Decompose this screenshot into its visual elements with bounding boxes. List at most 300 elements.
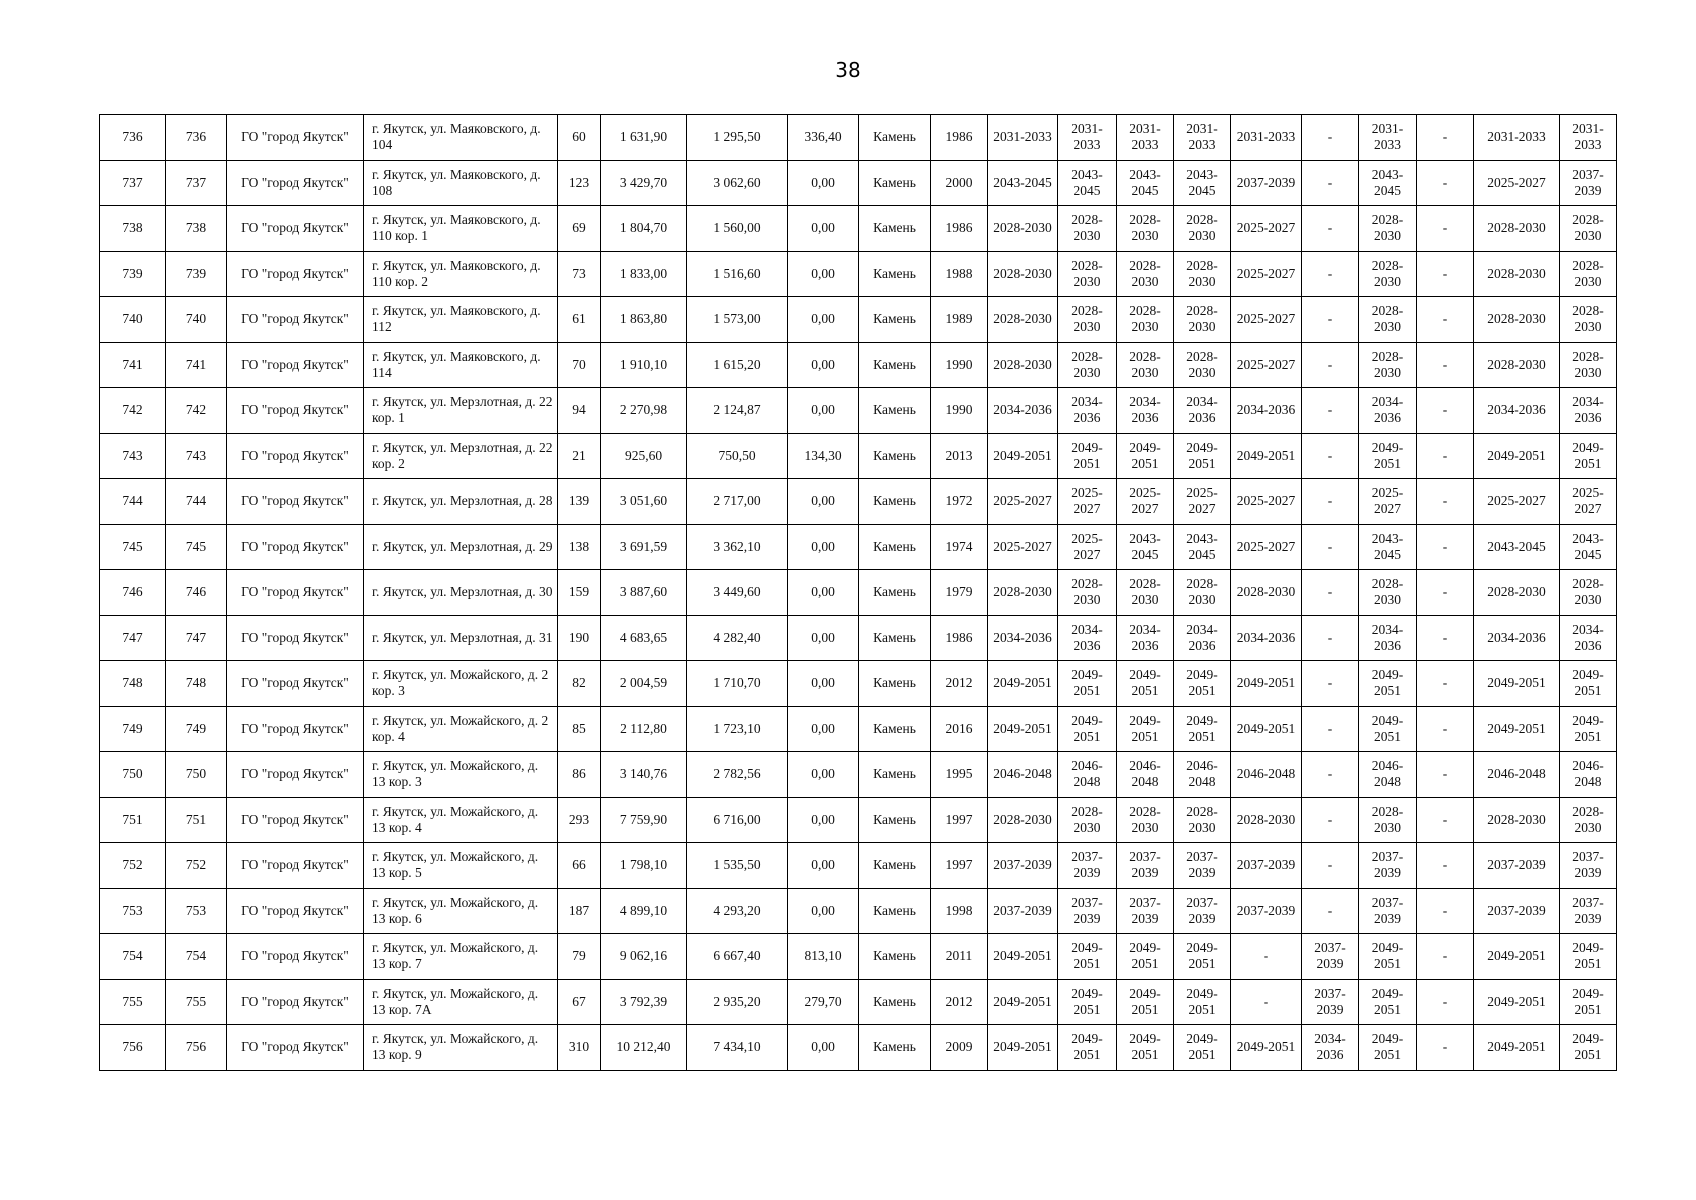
cell-period-1: 2049-2051 (988, 934, 1058, 980)
table-row (100, 160, 1617, 206)
cell-period-5: 2049-2051 (1231, 706, 1302, 752)
cell-period-5: 2034-2036 (1231, 615, 1302, 661)
cell-period-6: - (1302, 115, 1359, 161)
cell-apartments: 82 (558, 661, 601, 707)
cell-total-area: 925,60 (601, 433, 687, 479)
cell-wall-material: Камень (859, 706, 931, 752)
cell-nonliving-area: 0,00 (788, 1025, 859, 1071)
cell-period-10: 2025-2027 (1560, 479, 1617, 525)
cell-period-8: - (1417, 251, 1474, 297)
cell-period-4: 2028-2030 (1174, 206, 1231, 252)
cell-period-3: 2028-2030 (1117, 206, 1174, 252)
cell-period-4: 2043-2045 (1174, 160, 1231, 206)
cell-municipality: ГО "город Якутск" (227, 524, 364, 570)
cell-period-4: 2028-2030 (1174, 570, 1231, 616)
cell-period-7: 2049-2051 (1359, 934, 1417, 980)
cell-period-1: 2034-2036 (988, 388, 1058, 434)
table-row (100, 979, 1617, 1025)
cell-apartments: 139 (558, 479, 601, 525)
cell-period-4: 2049-2051 (1174, 661, 1231, 707)
cell-period-10: 2049-2051 (1560, 979, 1617, 1025)
cell-period-4: 2037-2039 (1174, 888, 1231, 934)
cell-nonliving-area: 0,00 (788, 797, 859, 843)
cell-municipality: ГО "город Якутск" (227, 661, 364, 707)
cell-period-1: 2049-2051 (988, 661, 1058, 707)
cell-period-2: 2028-2030 (1058, 342, 1117, 388)
cell-period-7: 2034-2036 (1359, 615, 1417, 661)
cell-municipality: ГО "город Якутск" (227, 342, 364, 388)
table-row (100, 752, 1617, 798)
cell-row-number: 741 (100, 342, 166, 388)
cell-period-6: - (1302, 706, 1359, 752)
table-row (100, 115, 1617, 161)
cell-nonliving-area: 0,00 (788, 479, 859, 525)
cell-apartments: 67 (558, 979, 601, 1025)
cell-apartments: 159 (558, 570, 601, 616)
cell-registry-number: 750 (166, 752, 227, 798)
cell-period-8: - (1417, 479, 1474, 525)
cell-year-built: 1972 (931, 479, 988, 525)
cell-period-2: 2025-2027 (1058, 479, 1117, 525)
cell-address: г. Якутск, ул. Мерзлотная, д. 31 (364, 615, 558, 661)
cell-row-number: 743 (100, 433, 166, 479)
cell-period-1: 2049-2051 (988, 433, 1058, 479)
cell-living-area: 1 573,00 (687, 297, 788, 343)
cell-period-7: 2037-2039 (1359, 888, 1417, 934)
cell-address: г. Якутск, ул. Мерзлотная, д. 22 кор. 1 (364, 388, 558, 434)
cell-wall-material: Камень (859, 342, 931, 388)
cell-period-6: 2034-2036 (1302, 1025, 1359, 1071)
cell-period-10: 2049-2051 (1560, 1025, 1617, 1071)
cell-row-number: 753 (100, 888, 166, 934)
cell-apartments: 85 (558, 706, 601, 752)
cell-nonliving-area: 0,00 (788, 752, 859, 798)
cell-period-5: - (1231, 934, 1302, 980)
cell-period-2: 2028-2030 (1058, 206, 1117, 252)
cell-total-area: 1 833,00 (601, 251, 687, 297)
cell-address: г. Якутск, ул. Маяковского, д. 114 (364, 342, 558, 388)
cell-period-9: 2028-2030 (1474, 570, 1560, 616)
cell-year-built: 1986 (931, 615, 988, 661)
cell-period-5: 2025-2027 (1231, 206, 1302, 252)
cell-period-9: 2028-2030 (1474, 251, 1560, 297)
cell-period-1: 2049-2051 (988, 979, 1058, 1025)
cell-year-built: 1979 (931, 570, 988, 616)
cell-living-area: 2 717,00 (687, 479, 788, 525)
cell-registry-number: 745 (166, 524, 227, 570)
cell-period-6: - (1302, 843, 1359, 889)
cell-year-built: 1995 (931, 752, 988, 798)
cell-row-number: 746 (100, 570, 166, 616)
table-row (100, 615, 1617, 661)
cell-period-2: 2028-2030 (1058, 797, 1117, 843)
cell-period-9: 2049-2051 (1474, 934, 1560, 980)
cell-period-8: - (1417, 843, 1474, 889)
cell-nonliving-area: 0,00 (788, 661, 859, 707)
cell-address: г. Якутск, ул. Маяковского, д. 104 (364, 115, 558, 161)
cell-period-1: 2028-2030 (988, 251, 1058, 297)
cell-period-10: 2037-2039 (1560, 160, 1617, 206)
cell-address: г. Якутск, ул. Мерзлотная, д. 22 кор. 2 (364, 433, 558, 479)
cell-total-area: 2 112,80 (601, 706, 687, 752)
cell-year-built: 1997 (931, 843, 988, 889)
cell-period-6: - (1302, 433, 1359, 479)
cell-period-9: 2049-2051 (1474, 433, 1560, 479)
table-row (100, 934, 1617, 980)
cell-period-1: 2025-2027 (988, 479, 1058, 525)
cell-address: г. Якутск, ул. Маяковского, д. 110 кор. 2 (364, 251, 558, 297)
cell-period-4: 2049-2051 (1174, 1025, 1231, 1071)
cell-period-3: 2046-2048 (1117, 752, 1174, 798)
cell-year-built: 2013 (931, 433, 988, 479)
cell-registry-number: 742 (166, 388, 227, 434)
cell-row-number: 750 (100, 752, 166, 798)
cell-period-4: 2049-2051 (1174, 934, 1231, 980)
cell-apartments: 73 (558, 251, 601, 297)
cell-period-3: 2043-2045 (1117, 160, 1174, 206)
cell-nonliving-area: 0,00 (788, 388, 859, 434)
cell-wall-material: Камень (859, 797, 931, 843)
cell-period-4: 2043-2045 (1174, 524, 1231, 570)
cell-wall-material: Камень (859, 752, 931, 798)
cell-period-1: 2046-2048 (988, 752, 1058, 798)
cell-living-area: 1 560,00 (687, 206, 788, 252)
cell-period-3: 2049-2051 (1117, 979, 1174, 1025)
cell-address: г. Якутск, ул. Можайского, д. 2 кор. 3 (364, 661, 558, 707)
cell-period-7: 2028-2030 (1359, 570, 1417, 616)
cell-period-8: - (1417, 752, 1474, 798)
cell-period-3: 2028-2030 (1117, 251, 1174, 297)
cell-period-8: - (1417, 797, 1474, 843)
cell-municipality: ГО "город Якутск" (227, 888, 364, 934)
cell-apartments: 86 (558, 752, 601, 798)
cell-registry-number: 752 (166, 843, 227, 889)
cell-period-9: 2046-2048 (1474, 752, 1560, 798)
cell-period-7: 2025-2027 (1359, 479, 1417, 525)
cell-period-3: 2037-2039 (1117, 888, 1174, 934)
cell-registry-number: 738 (166, 206, 227, 252)
cell-period-1: 2037-2039 (988, 843, 1058, 889)
cell-total-area: 3 051,60 (601, 479, 687, 525)
cell-apartments: 21 (558, 433, 601, 479)
cell-year-built: 1989 (931, 297, 988, 343)
cell-total-area: 3 140,76 (601, 752, 687, 798)
cell-nonliving-area: 336,40 (788, 115, 859, 161)
cell-apartments: 66 (558, 843, 601, 889)
cell-period-7: 2049-2051 (1359, 1025, 1417, 1071)
cell-total-area: 4 899,10 (601, 888, 687, 934)
cell-apartments: 69 (558, 206, 601, 252)
cell-period-8: - (1417, 615, 1474, 661)
cell-municipality: ГО "город Якутск" (227, 615, 364, 661)
cell-period-4: 2049-2051 (1174, 706, 1231, 752)
table-row (100, 433, 1617, 479)
cell-year-built: 1990 (931, 342, 988, 388)
cell-period-9: 2037-2039 (1474, 888, 1560, 934)
cell-period-8: - (1417, 1025, 1474, 1071)
cell-apartments: 293 (558, 797, 601, 843)
cell-period-8: - (1417, 388, 1474, 434)
cell-period-10: 2046-2048 (1560, 752, 1617, 798)
cell-period-1: 2028-2030 (988, 342, 1058, 388)
cell-municipality: ГО "город Якутск" (227, 206, 364, 252)
cell-address: г. Якутск, ул. Мерзлотная, д. 30 (364, 570, 558, 616)
cell-year-built: 1988 (931, 251, 988, 297)
cell-period-2: 2049-2051 (1058, 979, 1117, 1025)
cell-period-5: 2025-2027 (1231, 524, 1302, 570)
cell-period-7: 2028-2030 (1359, 297, 1417, 343)
cell-apartments: 94 (558, 388, 601, 434)
cell-period-2: 2034-2036 (1058, 388, 1117, 434)
cell-period-9: 2028-2030 (1474, 206, 1560, 252)
cell-period-6: - (1302, 615, 1359, 661)
cell-living-area: 1 710,70 (687, 661, 788, 707)
cell-row-number: 744 (100, 479, 166, 525)
cell-period-7: 2028-2030 (1359, 342, 1417, 388)
cell-period-8: - (1417, 706, 1474, 752)
cell-nonliving-area: 813,10 (788, 934, 859, 980)
cell-period-10: 2049-2051 (1560, 934, 1617, 980)
cell-municipality: ГО "город Якутск" (227, 115, 364, 161)
cell-period-2: 2046-2048 (1058, 752, 1117, 798)
cell-row-number: 755 (100, 979, 166, 1025)
cell-period-7: 2034-2036 (1359, 388, 1417, 434)
cell-period-2: 2025-2027 (1058, 524, 1117, 570)
cell-year-built: 2000 (931, 160, 988, 206)
cell-living-area: 4 282,40 (687, 615, 788, 661)
cell-period-5: 2037-2039 (1231, 843, 1302, 889)
cell-total-area: 10 212,40 (601, 1025, 687, 1071)
cell-period-3: 2034-2036 (1117, 615, 1174, 661)
cell-period-6: - (1302, 661, 1359, 707)
cell-living-area: 3 362,10 (687, 524, 788, 570)
cell-period-6: 2037-2039 (1302, 979, 1359, 1025)
table-row (100, 1025, 1617, 1071)
cell-year-built: 1997 (931, 797, 988, 843)
cell-year-built: 2012 (931, 979, 988, 1025)
cell-period-6: - (1302, 524, 1359, 570)
cell-period-9: 2028-2030 (1474, 297, 1560, 343)
cell-row-number: 736 (100, 115, 166, 161)
cell-municipality: ГО "город Якутск" (227, 160, 364, 206)
cell-living-area: 4 293,20 (687, 888, 788, 934)
cell-row-number: 739 (100, 251, 166, 297)
cell-row-number: 740 (100, 297, 166, 343)
cell-registry-number: 746 (166, 570, 227, 616)
cell-nonliving-area: 134,30 (788, 433, 859, 479)
cell-living-area: 6 716,00 (687, 797, 788, 843)
cell-living-area: 1 723,10 (687, 706, 788, 752)
cell-wall-material: Камень (859, 843, 931, 889)
cell-row-number: 738 (100, 206, 166, 252)
cell-registry-number: 737 (166, 160, 227, 206)
cell-period-3: 2028-2030 (1117, 297, 1174, 343)
cell-total-area: 3 887,60 (601, 570, 687, 616)
table-row (100, 206, 1617, 252)
cell-living-area: 1 535,50 (687, 843, 788, 889)
cell-period-6: - (1302, 297, 1359, 343)
cell-period-10: 2034-2036 (1560, 615, 1617, 661)
cell-year-built: 1986 (931, 115, 988, 161)
cell-period-6: - (1302, 206, 1359, 252)
cell-period-8: - (1417, 661, 1474, 707)
cell-wall-material: Камень (859, 160, 931, 206)
cell-period-5: 2046-2048 (1231, 752, 1302, 798)
cell-period-10: 2049-2051 (1560, 661, 1617, 707)
cell-total-area: 2 004,59 (601, 661, 687, 707)
cell-wall-material: Камень (859, 934, 931, 980)
cell-row-number: 754 (100, 934, 166, 980)
table-row (100, 661, 1617, 707)
cell-period-7: 2043-2045 (1359, 160, 1417, 206)
cell-address: г. Якутск, ул. Можайского, д. 13 кор. 7 (364, 934, 558, 980)
cell-row-number: 756 (100, 1025, 166, 1071)
cell-period-2: 2037-2039 (1058, 843, 1117, 889)
cell-period-9: 2028-2030 (1474, 797, 1560, 843)
cell-year-built: 2012 (931, 661, 988, 707)
cell-period-4: 2049-2051 (1174, 979, 1231, 1025)
cell-municipality: ГО "город Якутск" (227, 979, 364, 1025)
cell-year-built: 1998 (931, 888, 988, 934)
housing-registry-table (99, 114, 1617, 1071)
cell-period-3: 2025-2027 (1117, 479, 1174, 525)
cell-wall-material: Камень (859, 524, 931, 570)
cell-year-built: 1986 (931, 206, 988, 252)
cell-period-10: 2028-2030 (1560, 342, 1617, 388)
cell-period-7: 2049-2051 (1359, 706, 1417, 752)
cell-period-9: 2043-2045 (1474, 524, 1560, 570)
cell-period-10: 2037-2039 (1560, 888, 1617, 934)
cell-living-area: 3 062,60 (687, 160, 788, 206)
table-row (100, 342, 1617, 388)
cell-period-9: 2037-2039 (1474, 843, 1560, 889)
cell-registry-number: 747 (166, 615, 227, 661)
cell-apartments: 138 (558, 524, 601, 570)
cell-period-9: 2049-2051 (1474, 979, 1560, 1025)
cell-period-10: 2028-2030 (1560, 251, 1617, 297)
cell-registry-number: 755 (166, 979, 227, 1025)
cell-period-3: 2031-2033 (1117, 115, 1174, 161)
cell-nonliving-area: 0,00 (788, 206, 859, 252)
cell-period-4: 2034-2036 (1174, 388, 1231, 434)
cell-apartments: 70 (558, 342, 601, 388)
cell-period-6: - (1302, 797, 1359, 843)
cell-period-5: 2037-2039 (1231, 160, 1302, 206)
cell-period-7: 2049-2051 (1359, 661, 1417, 707)
cell-period-10: 2034-2036 (1560, 388, 1617, 434)
cell-total-area: 9 062,16 (601, 934, 687, 980)
cell-address: г. Якутск, ул. Маяковского, д. 108 (364, 160, 558, 206)
cell-wall-material: Камень (859, 888, 931, 934)
cell-period-7: 2043-2045 (1359, 524, 1417, 570)
cell-period-9: 2049-2051 (1474, 706, 1560, 752)
cell-municipality: ГО "город Якутск" (227, 388, 364, 434)
cell-wall-material: Камень (859, 979, 931, 1025)
cell-living-area: 1 615,20 (687, 342, 788, 388)
cell-period-6: - (1302, 752, 1359, 798)
cell-period-2: 2049-2051 (1058, 661, 1117, 707)
cell-period-7: 2031-2033 (1359, 115, 1417, 161)
cell-row-number: 749 (100, 706, 166, 752)
cell-period-1: 2028-2030 (988, 206, 1058, 252)
cell-apartments: 310 (558, 1025, 601, 1071)
cell-period-7: 2037-2039 (1359, 843, 1417, 889)
cell-address: г. Якутск, ул. Маяковского, д. 110 кор. 1 (364, 206, 558, 252)
cell-address: г. Якутск, ул. Маяковского, д. 112 (364, 297, 558, 343)
cell-year-built: 1990 (931, 388, 988, 434)
cell-apartments: 79 (558, 934, 601, 980)
cell-municipality: ГО "город Якутск" (227, 479, 364, 525)
table-row (100, 524, 1617, 570)
cell-address: г. Якутск, ул. Можайского, д. 2 кор. 4 (364, 706, 558, 752)
cell-period-1: 2028-2030 (988, 297, 1058, 343)
cell-municipality: ГО "город Якутск" (227, 752, 364, 798)
cell-living-area: 2 935,20 (687, 979, 788, 1025)
cell-apartments: 61 (558, 297, 601, 343)
table-row (100, 297, 1617, 343)
cell-period-8: - (1417, 570, 1474, 616)
table-body (100, 115, 1617, 1071)
cell-period-3: 2034-2036 (1117, 388, 1174, 434)
cell-wall-material: Камень (859, 388, 931, 434)
cell-apartments: 190 (558, 615, 601, 661)
cell-registry-number: 743 (166, 433, 227, 479)
cell-period-10: 2028-2030 (1560, 297, 1617, 343)
cell-registry-number: 741 (166, 342, 227, 388)
cell-period-2: 2049-2051 (1058, 706, 1117, 752)
cell-period-6: - (1302, 160, 1359, 206)
cell-period-7: 2028-2030 (1359, 206, 1417, 252)
cell-wall-material: Камень (859, 661, 931, 707)
page-number: 38 (835, 58, 861, 82)
cell-period-4: 2049-2051 (1174, 433, 1231, 479)
cell-row-number: 745 (100, 524, 166, 570)
cell-period-10: 2049-2051 (1560, 433, 1617, 479)
cell-period-8: - (1417, 342, 1474, 388)
table-row (100, 843, 1617, 889)
cell-nonliving-area: 0,00 (788, 706, 859, 752)
cell-municipality: ГО "город Якутск" (227, 570, 364, 616)
cell-period-8: - (1417, 433, 1474, 479)
cell-municipality: ГО "город Якутск" (227, 1025, 364, 1071)
cell-living-area: 750,50 (687, 433, 788, 479)
cell-row-number: 752 (100, 843, 166, 889)
cell-period-4: 2046-2048 (1174, 752, 1231, 798)
cell-registry-number: 740 (166, 297, 227, 343)
cell-wall-material: Камень (859, 297, 931, 343)
cell-wall-material: Камень (859, 206, 931, 252)
cell-living-area: 2 782,56 (687, 752, 788, 798)
cell-period-5: 2028-2030 (1231, 797, 1302, 843)
cell-period-9: 2034-2036 (1474, 388, 1560, 434)
cell-period-9: 2049-2051 (1474, 661, 1560, 707)
cell-apartments: 123 (558, 160, 601, 206)
cell-period-3: 2049-2051 (1117, 706, 1174, 752)
cell-period-2: 2031-2033 (1058, 115, 1117, 161)
cell-wall-material: Камень (859, 251, 931, 297)
cell-period-7: 2028-2030 (1359, 797, 1417, 843)
cell-apartments: 187 (558, 888, 601, 934)
cell-wall-material: Камень (859, 479, 931, 525)
cell-period-10: 2028-2030 (1560, 206, 1617, 252)
cell-address: г. Якутск, ул. Можайского, д. 13 кор. 6 (364, 888, 558, 934)
cell-period-8: - (1417, 888, 1474, 934)
cell-period-9: 2025-2027 (1474, 479, 1560, 525)
cell-period-4: 2028-2030 (1174, 251, 1231, 297)
cell-row-number: 751 (100, 797, 166, 843)
cell-period-6: - (1302, 570, 1359, 616)
cell-period-1: 2037-2039 (988, 888, 1058, 934)
